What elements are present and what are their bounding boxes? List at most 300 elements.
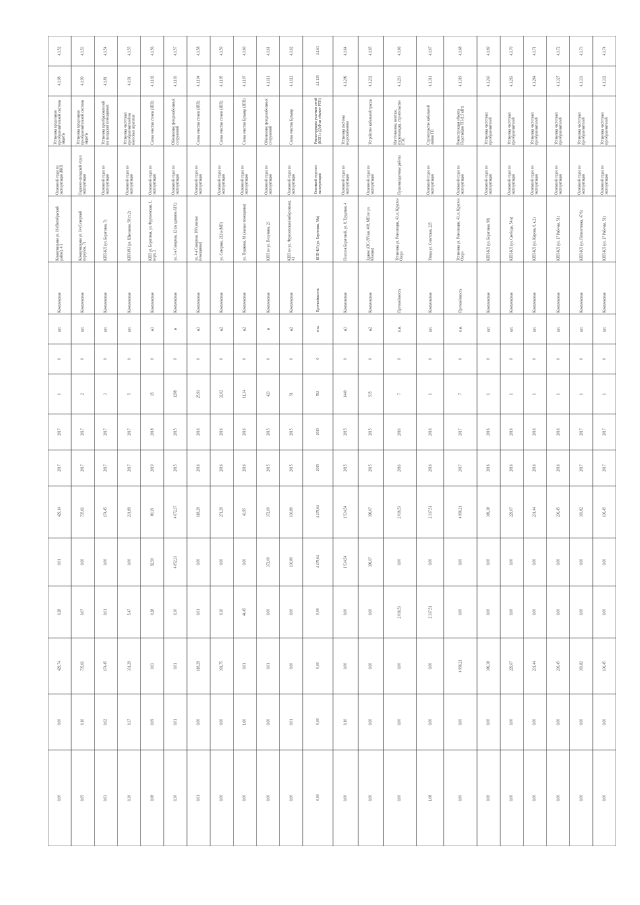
table-cell: 174,45 [103, 507, 108, 517]
table-cell: КПП-КЛ (ул. Береговая, 7) [103, 219, 108, 261]
table-cell: 2016 [486, 464, 491, 472]
table-cell: 174,45 [103, 661, 108, 671]
table-cell: 0,00 [579, 608, 584, 616]
table-cell: 0,00 [57, 718, 62, 726]
table-cell: 2016 [397, 428, 402, 436]
table-cell: 0,00 [266, 608, 271, 616]
table-cell: Основной отдел по эксплуатации [101, 165, 110, 195]
table-cell: 2016 [428, 464, 433, 472]
table-cell: Комплексная [103, 292, 108, 313]
table-cell: 0,00 [486, 794, 491, 802]
table-cell: 0,00 [289, 662, 294, 670]
table-cell: КПП по ул. Полунина, 23 [266, 221, 271, 261]
table-cell: 0 [57, 358, 62, 360]
table-cell: 0,00 [289, 794, 294, 802]
table-cell: 5,47 [127, 608, 132, 616]
table-cell: Комплексная [532, 292, 537, 313]
table-cell: Основной отдел по эксплуатации [577, 165, 586, 195]
table-cell: КПП-КЛ (ул. Береговая, 98) [486, 217, 491, 261]
table-cell: 0 [428, 358, 433, 360]
table-cell: 43,95 [242, 507, 247, 517]
table-cell: Установка продольная преобразовательной системы защиты [53, 99, 66, 145]
table-cell: 2016 [509, 464, 514, 472]
table-cell: п.м. [397, 325, 402, 332]
table-cell: Установка преобразователей на складских помещениях [101, 100, 110, 145]
table-cell: 552 [315, 391, 320, 397]
table-cell: 2015 [173, 428, 178, 436]
table-cell: 2017 [602, 464, 607, 472]
table-cell: шт. [486, 326, 491, 332]
table-cell: 2 016,53 [397, 605, 402, 619]
table-cell: ул. Пушкина, 81 (жилые помещения) [242, 203, 247, 261]
table-cell: 0,00 [579, 718, 584, 726]
table-cell: 0,00 [343, 794, 348, 802]
table-cell: 0,00 [242, 794, 247, 802]
table-cell: 4.1.104 [196, 75, 201, 87]
table-cell: ул. 3-я Северная, 12 (за зданием АТС) [173, 202, 178, 261]
table-cell: 0,00 [602, 608, 607, 616]
table-cell: 4.1.111 [266, 75, 271, 87]
table-cell: 1 [556, 393, 561, 395]
table-cell: 0,10 [80, 718, 85, 726]
table-cell: Схема очистки стоков (ЗПП) [150, 100, 155, 145]
table-cell: 0,00 [486, 608, 491, 616]
table-cell: Поселок Береговой, ул. 8, Трудовая, 4 [343, 202, 348, 261]
table-cell: Устройство кабельной трассы [368, 98, 373, 145]
table-cell: 0,00 [532, 558, 537, 566]
table-cell: Комплексная [556, 292, 561, 313]
table-cell: 0,00 [196, 558, 201, 566]
table-cell: 0,01 [289, 718, 294, 726]
table-cell: Установка продольная преобразовательной системы защиты [76, 99, 89, 145]
table-cell: 0,00 [532, 718, 537, 726]
table-cell: 4.1.327 [556, 75, 561, 87]
table-cell: КПП ул. Береговая, ул. Фрунзенская, 1, корп. 2 [148, 200, 157, 261]
table-cell: 4.1.64 [343, 46, 348, 56]
table-cell: Комплексная [579, 292, 584, 313]
table-cell: м2 [368, 326, 373, 332]
table-cell: 2015 [343, 464, 348, 472]
table-cell: 2015 [315, 428, 320, 436]
table-cell: 51 [289, 392, 294, 396]
table-cell: 0,00 [509, 794, 514, 802]
table-cell: 229,07 [509, 661, 514, 671]
table-cell: 0,01 [196, 794, 201, 802]
table-cell: 0 [289, 358, 294, 360]
table-cell: Обновление фонда кабельных сооружений [264, 98, 273, 145]
table-cell: 2017 [103, 428, 108, 436]
table-cell: КПП-КЛ (ул. 17 Рабочая, 51) [602, 216, 607, 261]
table-cell: 0,00 [397, 662, 402, 670]
table-cell: 231,44 [532, 507, 537, 517]
table-cell: Основной отдел по эксплуатации [217, 165, 226, 195]
table-cell: 1 534,54 [343, 555, 348, 569]
table-cell: 2017 [579, 464, 584, 472]
table-cell: 2015 [368, 428, 373, 436]
table-cell: Основной отдел по эксплуатации [148, 165, 157, 195]
table-cell: 4.1.55 [127, 46, 132, 56]
table-cell: Протяжённость [458, 288, 463, 313]
table-cell: 0,00 [602, 558, 607, 566]
table-cell: ул. Северная, 212/а (МП) [219, 222, 224, 261]
table-cell: 0 [150, 358, 155, 360]
table-cell: Основной отдел по эксплуатации [507, 165, 516, 195]
table-cell: 2016 [242, 428, 247, 436]
table-cell: Комплексная [289, 292, 294, 313]
table-cell: шт. [509, 326, 514, 332]
table-cell: Основной отдел по эксплуатации [287, 165, 296, 195]
table-cell: Основной отдел по эксплуатации [600, 165, 609, 195]
table-cell: 735,61 [80, 661, 85, 671]
table-cell: 2017 [458, 428, 463, 436]
table-cell: 0,00 [397, 558, 402, 566]
table-cell: Установка частотных преобразователей [484, 111, 493, 145]
table-cell: 2017 [127, 428, 132, 436]
table-cell: КПП-КЛ (ул. Кирова, 6, к.2) [532, 217, 537, 261]
table-cell: 4.1.311 [428, 75, 433, 87]
table-cell: м2 [219, 326, 224, 332]
table-cell: Установка частотных преобразователей [530, 111, 539, 145]
table-cell: 4.1.68 [458, 46, 463, 56]
table-cell: 303,82 [579, 507, 584, 517]
table-cell: 2 016,53 [397, 505, 402, 519]
table-cell: Основной отдел по эксплуатации [530, 165, 539, 195]
table-cell: 1 534,54 [343, 505, 348, 519]
table-cell: шт. [428, 326, 433, 332]
table-cell: 271,29 [219, 507, 224, 517]
table-cell: 2017 [579, 428, 584, 436]
table-cell: 2016 [219, 464, 224, 472]
table-cell: Схема очистки Бульвар [289, 108, 294, 145]
table-cell: 1 [602, 393, 607, 395]
table-cell: 44,45 [242, 607, 247, 617]
table-cell: 1 [532, 393, 537, 395]
table-cell: Установка частотных преобразователей [507, 111, 516, 145]
table-cell: 2015 [368, 464, 373, 472]
table-cell: 4.1.98 [57, 76, 62, 86]
table-cell: 1,08 [428, 794, 433, 802]
table-cell: 4.1.264 [532, 75, 537, 87]
table-cell: Коммунальная ул. 16 (Октябрьский район), 4/1 [55, 206, 64, 261]
table-cell: 0,00 [428, 662, 433, 670]
table-cell: КПП по ул. Фрунзенская (набережная), 41 [287, 200, 296, 261]
table-cell: 2016 [196, 428, 201, 436]
table-cell: 15 [150, 392, 155, 396]
table-cell: 0,01 [266, 662, 271, 670]
table-cell: 0 [397, 358, 402, 360]
table-cell: 0 [196, 358, 201, 360]
table-cell: 429,14 [57, 507, 62, 517]
table-cell: 4.1.70 [509, 46, 514, 56]
table-cell: 429,74 [57, 661, 62, 671]
table-cell: 4.1.52 [57, 46, 62, 56]
table-cell: 4 052,33 [173, 555, 178, 569]
table-cell: 0,00 [556, 794, 561, 802]
table-cell: Схема очистки Бульвар (ЗПП) [242, 98, 247, 145]
table-cell: 4.1.56 [150, 46, 155, 56]
table-cell: Основной отдел по эксплуатации [313, 165, 322, 195]
table-cell: 4.1.206 [343, 75, 348, 87]
table-cell: Установка частотных преобразователей [554, 111, 563, 145]
table-cell: 306,38 [486, 507, 491, 517]
table-cell: 0,00 [368, 608, 373, 616]
table-cell: Установка ул. Революции, 43, п. Круглое Озеро [456, 198, 465, 261]
table-cell: 0,00 [343, 662, 348, 670]
table-cell: 0,00 [532, 794, 537, 802]
table-cell: 4 479,64 [315, 555, 320, 569]
table-cell: 0,00 [602, 794, 607, 802]
table-cell: 0,00 [219, 718, 224, 726]
table-cell: 4.1.69 [486, 46, 491, 56]
table-cell: 1 [509, 393, 514, 395]
table-cell: 0,01 [57, 558, 62, 566]
table-cell: шт. [80, 326, 85, 332]
table-cell: шт. [532, 326, 537, 332]
table-cell: 4.1.59 [219, 46, 224, 56]
table-cell: м3 [196, 326, 201, 332]
table-cell: 0 [509, 358, 514, 360]
table-cell: 0,28 [150, 608, 155, 616]
table-cell: 231,44 [532, 661, 537, 671]
table-cell: м [266, 327, 271, 331]
table-cell: 2016 [486, 428, 491, 436]
table-cell: Комплексная [57, 292, 62, 313]
table-cell: Протяжённость [397, 288, 402, 313]
table-cell: Основной отдел по эксплуатации [264, 165, 273, 195]
table-cell: 11,34 [242, 390, 247, 398]
table-cell: Улица ул. Советская, 225 [428, 222, 433, 261]
table-cell: 0 [343, 358, 348, 360]
table-cell: 236,45 [556, 661, 561, 671]
table-cell: 2017 [127, 464, 132, 472]
table-cell: 4.1.125 [315, 75, 320, 87]
table-cell: 4 479,64 [315, 505, 320, 519]
table-cell: 2 317,51 [428, 605, 433, 619]
table-cell: 4.1.99 [80, 76, 85, 86]
table-cell: 2016 [556, 428, 561, 436]
table-cell: 0,00 [315, 608, 320, 616]
table-cell: 80,39 [150, 507, 155, 517]
table-cell: 0 [532, 358, 537, 360]
table-cell: 2018 [150, 428, 155, 436]
table-cell: 2016 [242, 464, 247, 472]
table-cell: 0 [266, 358, 271, 360]
table-cell: Изготовление, монтаж, пусконаладка, строительство ГЭС [393, 99, 406, 145]
table-cell: 0,00 [315, 794, 320, 802]
table-cell: 391,75 [219, 661, 224, 671]
table-cell: Комплексная [127, 292, 132, 313]
table-cell: 0,00 [127, 558, 132, 566]
table-cell: 0,00 [509, 608, 514, 616]
table-cell: м2 [242, 326, 247, 332]
table-cell: 2015 [266, 464, 271, 472]
table-cell: Комплексная [343, 292, 348, 313]
table-cell: 0,00 [486, 718, 491, 726]
table-cell: Основной отдел по эксплуатации [456, 165, 465, 195]
table-cell: 4 072,37 [173, 505, 178, 519]
table-cell: 0,00 [509, 718, 514, 726]
table-cell: 0,00 [458, 608, 463, 616]
table-cell: Установка ул. Революции, 43, п. Круглое Озеро [395, 198, 404, 261]
table-cell: 0,00 [509, 558, 514, 566]
table-cell: 4.1.54 [103, 46, 108, 56]
table-cell: 423 [266, 391, 271, 397]
table-cell: Схема очистки стоков (ЗПП) [219, 100, 224, 145]
table-cell: 0 [315, 358, 320, 360]
table-cell: 0,00 [196, 718, 201, 726]
table-cell: 0,00 [458, 718, 463, 726]
table-cell: 130,80 [289, 557, 294, 567]
table-cell: 0,00 [315, 662, 320, 670]
table-cell: 0,37 [127, 718, 132, 726]
table-cell: 0 [173, 358, 178, 360]
table-cell: 0 [602, 358, 607, 360]
table-cell: 0,00 [266, 794, 271, 802]
table-cell: 5 [127, 393, 132, 395]
table-cell: 4.1.232 [368, 75, 373, 87]
table-cell: 0,30 [127, 794, 132, 802]
table-cell: 4.1.67 [428, 46, 433, 56]
table-cell: 136,45 [602, 507, 607, 517]
table-cell: Комплексная [602, 292, 607, 313]
table-cell: Основной отдел по эксплуатации ЖКХ [55, 164, 64, 195]
table-cell: 0 [127, 358, 132, 360]
table-cell: 7 [397, 393, 402, 395]
table-cell: 2016 [509, 428, 514, 436]
document-table [48, 36, 616, 846]
table-cell: 0,30 [173, 608, 178, 616]
table-cell: 4.1.71 [532, 46, 537, 56]
table-cell: 0,28 [57, 608, 62, 616]
table-cell: шт. [127, 326, 132, 332]
table-cell: 136,45 [602, 661, 607, 671]
table-cell: КПП-КЛ (ул. 17 Рабочая, 51) [556, 216, 561, 261]
table-cell: 4 996,21 [458, 505, 463, 519]
table-cell: 2016 [556, 464, 561, 472]
table-cell: 2015 [315, 464, 320, 472]
table-cell: Строительство кабельной линии ТП [426, 105, 435, 145]
table-cell: Комплексная [80, 292, 85, 313]
table-cell: 0,00 [458, 794, 463, 802]
table-cell: Основной отдел по эксплуатации [194, 165, 203, 195]
table-cell: 0,30 [219, 608, 224, 616]
table-cell: 1 [57, 393, 62, 395]
table-cell: 3 [103, 393, 108, 395]
table-cell: 0,00 [556, 558, 561, 566]
table-cell: 372,00 [266, 557, 271, 567]
table-cell: 0,00 [103, 558, 108, 566]
table-cell: 0 [242, 358, 247, 360]
table-cell: 2016 [196, 464, 201, 472]
table-cell: 4.1.102 [150, 75, 155, 87]
table-cell: 4.1.81 [103, 76, 108, 86]
table-cell: 4.1.107 [242, 75, 247, 87]
table-cell: 118,29 [196, 507, 201, 517]
table-cell: 4.1.103 [173, 75, 178, 87]
table-cell: 4.1.58 [196, 46, 201, 56]
table-cell: Гаражно-складской отдел эксплуатации [78, 155, 87, 195]
table-cell: 4.1.65 [368, 46, 373, 56]
table-cell: КПП-РН (ул. Школьная, 58/ст.2) [127, 211, 132, 261]
table-cell: 2015 [289, 428, 294, 436]
table-cell: 2017 [103, 464, 108, 472]
table-cell: 4.1.66 [397, 46, 402, 56]
table-cell: Схема очистки стоков (ЗПП) [196, 100, 201, 145]
table-cell: 0,07 [80, 608, 85, 616]
table-cell: 0 [579, 358, 584, 360]
table-cell: Установка системы водоснабжения [341, 114, 350, 145]
table-cell: Комплексная [509, 292, 514, 313]
table-cell: 4.1.57 [173, 46, 178, 56]
table-cell: 0,01 [103, 608, 108, 616]
table-cell: 0,00 [532, 608, 537, 616]
table-cell: 2019 [150, 464, 155, 472]
table-cell: 735,61 [80, 507, 85, 517]
table-cell: 4.1.112 [289, 75, 294, 87]
table-cell: 0,03 [103, 794, 108, 802]
table-cell: 4.1.333 [579, 75, 584, 87]
table-cell: 372,00 [266, 507, 271, 517]
table-cell: м2 [289, 326, 294, 332]
table-cell: 0,01 [173, 662, 178, 670]
table-cell: Комплексная [196, 292, 201, 313]
table-cell: 130,80 [289, 507, 294, 517]
table-cell: 0,00 [80, 558, 85, 566]
table-cell: Установка частотных преобразователей [577, 111, 586, 145]
table-cell: 0,00 [556, 608, 561, 616]
table-cell: шт. [57, 326, 62, 332]
table-cell: 0 [556, 358, 561, 360]
table-cell: п.м. [315, 325, 320, 332]
table-cell: шт. [602, 326, 607, 332]
table-cell: 2017 [80, 464, 85, 472]
table-cell: 0 [80, 358, 85, 360]
table-cell: шт. [579, 326, 584, 332]
table-cell: 0 [219, 358, 224, 360]
table-cell: 0 [486, 358, 491, 360]
table-cell: 2016 [428, 428, 433, 436]
table-cell: 0,00 [458, 558, 463, 566]
table-cell: 2017 [57, 464, 62, 472]
table-cell: Реконструкция объекта Подстанции ТП (1,5 кВт) [456, 105, 465, 145]
table-cell: Основной отдел по эксплуатации [171, 165, 180, 195]
table-cell: 4 996,21 [458, 659, 463, 673]
table-cell: ул. 4-я Северная, 100 (жилые помещения) [194, 215, 203, 261]
table-cell: 0,00 [486, 558, 491, 566]
table-cell: КПП-КЛ (ул. Свободы, 54/а) [509, 216, 514, 261]
table-cell: 0,00 [428, 718, 433, 726]
table-cell: 0 [458, 358, 463, 360]
table-cell: Основной отдел по эксплуатации [125, 165, 134, 195]
table-cell: Пусконаладочные работы [397, 155, 402, 195]
table-cell: 2016 [532, 464, 537, 472]
table-cell: 0,00 [343, 608, 348, 616]
table-cell: 0,00 [579, 794, 584, 802]
table-cell: 0,00 [368, 794, 373, 802]
table-cell: 2016 [219, 428, 224, 436]
table-cell: 2017 [57, 428, 62, 436]
table-cell: м3 [343, 326, 348, 332]
table-cell: 0,02 [103, 718, 108, 726]
table-cell: шт. [103, 326, 108, 332]
table-cell: 0,08 [150, 794, 155, 802]
table-cell: 0,01 [173, 718, 178, 726]
table-cell: 1,60 [242, 718, 247, 726]
table-cell: 535 [368, 391, 373, 397]
table-cell: 4.1.105 [219, 75, 224, 87]
table-cell: 0 [368, 358, 373, 360]
table-cell: 118,29 [196, 661, 201, 671]
